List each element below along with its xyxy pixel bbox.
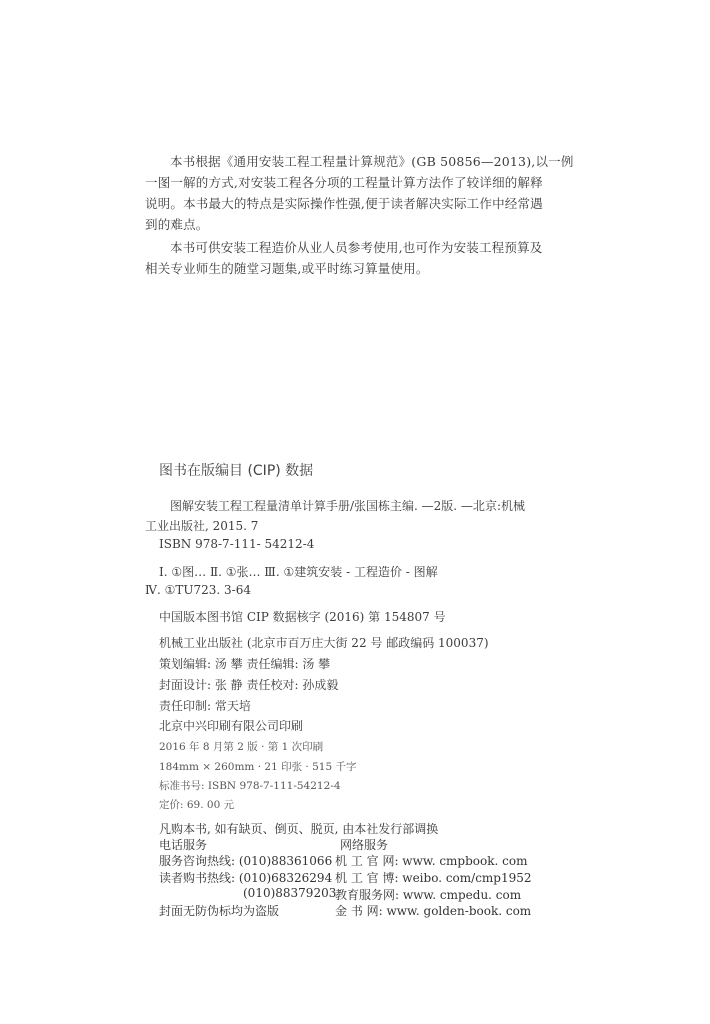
cip-isbn: ISBN 978-7-111- 54212-4 bbox=[159, 537, 315, 551]
golden-book-website: 金 书 网: www. golden-book. com bbox=[335, 904, 532, 918]
cip-subjects: Ⅰ. ①图… Ⅱ. ①张… Ⅲ. ①建筑安装 - 工程造价 - 图解 bbox=[159, 565, 438, 579]
intro-line: 说明。本书最大的特点是实际操作性强,便于读者解决实际工作中经常遇 bbox=[145, 196, 543, 211]
official-website: 机 工 官 网: www. cmpbook. com bbox=[335, 854, 528, 868]
official-weibo: 机 工 官 博: weibo. com/cmp1952 bbox=[335, 871, 532, 885]
format-line: 184mm × 260mm · 21 印张 · 515 千字 bbox=[159, 761, 357, 773]
intro-line: 本书根据《通用安装工程工程量计算规范》(GB 50856—2013),以一例 bbox=[170, 154, 574, 169]
publisher-line: 机械工业出版社 (北京市百万庄大街 22 号 邮政编码 100037) bbox=[159, 636, 489, 650]
defect-notice: 凡购本书, 如有缺页、倒页、脱页, 由本社发行部调换 bbox=[159, 822, 439, 836]
cip-subjects: Ⅳ. ①TU723. 3-64 bbox=[145, 583, 251, 597]
printer-line: 北京中兴印刷有限公司印刷 bbox=[159, 719, 304, 733]
intro-line: 相关专业师生的随堂习题集,或平时练习算量使用。 bbox=[145, 261, 429, 276]
edition-line: 2016 年 8 月第 2 版 · 第 1 次印刷 bbox=[159, 741, 324, 753]
design-line: 封面设计: 张 静 责任校对: 孙成毅 bbox=[159, 678, 339, 692]
reader-hotline: 读者购书热线: (010)68326294 bbox=[159, 871, 333, 885]
anti-counterfeit-notice: 封面无防伪标均为盗版 bbox=[159, 904, 280, 918]
price-line: 定价: 69. 00 元 bbox=[159, 799, 235, 811]
editor-line: 策划编辑: 汤 攀 责任编辑: 汤 攀 bbox=[159, 657, 331, 671]
cip-record-number: 中国版本图书馆 CIP 数据核字 (2016) 第 154807 号 bbox=[159, 610, 446, 624]
intro-line: 本书可供安装工程造价从业人员参考使用,也可作为安装工程预算及 bbox=[170, 240, 543, 255]
intro-line: 到的难点。 bbox=[145, 217, 209, 232]
consult-hotline: 服务咨询热线: (010)88361066 bbox=[159, 854, 333, 868]
intro-line: 一图一解的方式,对安装工程各分项的工程量计算方法作了较详细的解释 bbox=[145, 175, 543, 190]
extra-phone: (010)88379203 bbox=[243, 886, 337, 900]
web-service-label: 网络服务 bbox=[340, 838, 389, 852]
cip-entry-line: 图解安装工程工程量清单计算手册/张国栋主编. —2版. —北京:机械 bbox=[170, 499, 525, 513]
standard-number-line: 标准书号: ISBN 978-7-111-54212-4 bbox=[159, 780, 341, 792]
education-website: 教育服务网: www. cmpedu. com bbox=[335, 888, 522, 902]
cip-entry-line: 工业出版社, 2015. 7 bbox=[145, 519, 259, 533]
print-supervisor-line: 责任印制: 常天培 bbox=[159, 699, 251, 713]
phone-service-label: 电话服务 bbox=[159, 838, 208, 852]
cip-heading: 图书在版编目 (CIP) 数据 bbox=[159, 463, 314, 479]
